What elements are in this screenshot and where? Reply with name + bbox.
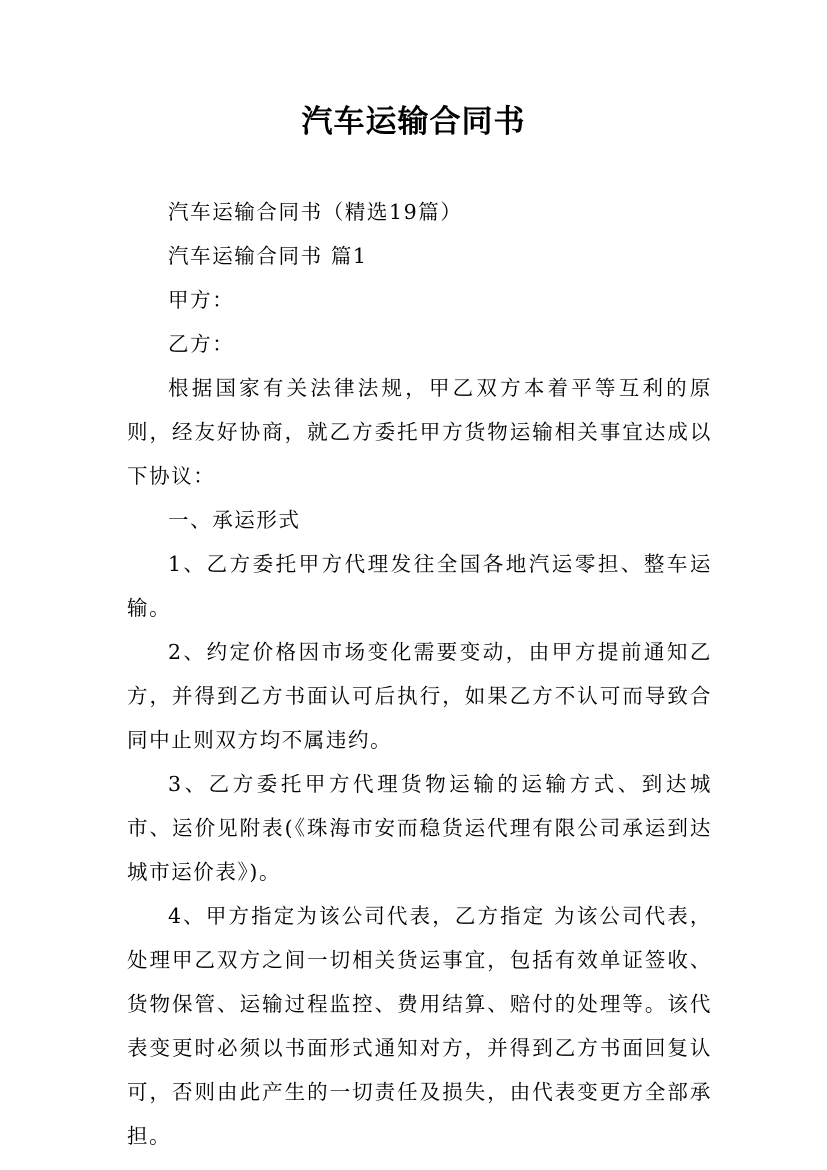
clause-item-1: 1、乙方委托甲方代理发往全国各地汽运零担、整车运输。 — [127, 552, 712, 620]
clause-item-3: 3、乙方委托甲方代理货物运输的运输方式、到达城市、运价见附表(《珠海市安而稳货运代理有限公司承运到达城市运价表》)。 — [127, 772, 712, 884]
document-body — [127, 190, 712, 1158]
clause-heading: 一、承运形式 — [168, 508, 301, 532]
section-heading: 汽车运输合同书 篇1 — [168, 244, 368, 268]
party-a-line: 甲方： — [168, 288, 235, 312]
document-title: 汽车运输合同书 — [301, 104, 526, 140]
subtitle-paragraph: 汽车运输合同书（精选19篇） — [168, 200, 463, 224]
preamble-paragraph: 根据国家有关法律法规，甲乙双方本着平等互利的原则，经友好协商，就乙方委托甲方货物运输相关事宜达成以下协议： — [127, 376, 712, 488]
clause-item-4: 4、甲方指定为该公司代表，乙方指定 为该公司代表，处理甲乙双方之间一切相关货运事宜，包括有效单证签收、货物保管、运输过程监控、费用结算、赔付的处理等。该代表变更时必须以书面形式通知对方，并得到乙方书面回复认可，否则由此产生的一切责任及损失，由代表变更方全部承担。 — [127, 904, 712, 1148]
party-b-line: 乙方： — [168, 332, 235, 356]
clause-item-2: 2、约定价格因市场变化需要变动，由甲方提前通知乙方，并得到乙方书面认可后执行，如果乙方不认可而导致合同中止则双方均不属违约。 — [127, 640, 712, 752]
